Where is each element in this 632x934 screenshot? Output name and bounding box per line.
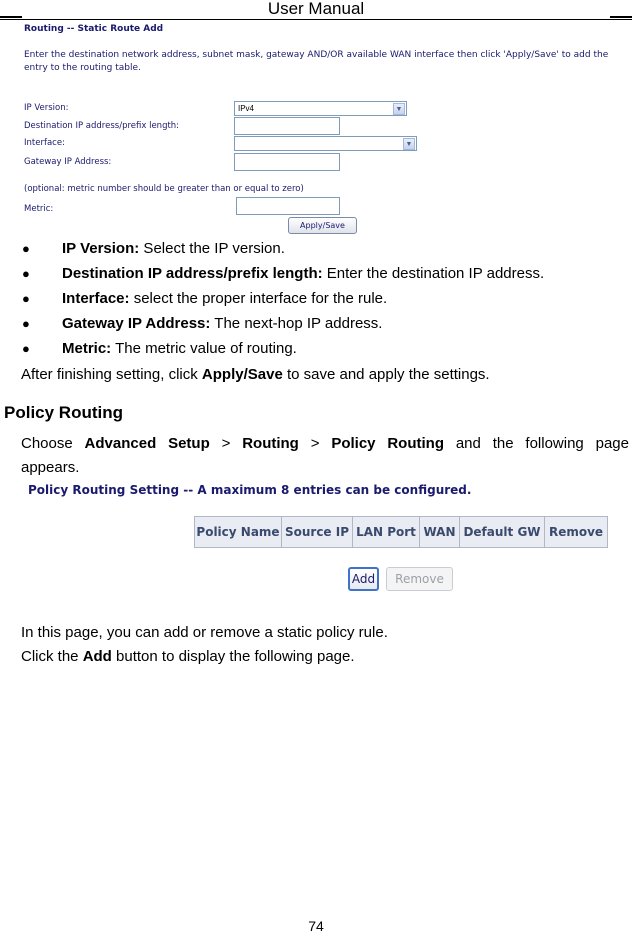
bullet-term: IP Version: [62,240,140,257]
interface-select[interactable] [234,136,417,151]
section-title: Policy Routing [4,403,123,422]
header-rule-right [610,16,632,18]
column-header: Default GW [460,517,545,547]
text-run: > [298,435,332,452]
page-number: 74 [308,918,324,934]
ip-version-label: IP Version: [24,103,69,113]
static-route-description: Enter the destination network address, subnet mask, gateway AND/OR available WAN interface then click 'Apply/Save' to add the entry to the routing table. [24,50,609,73]
ip-version-value: IPv4 [238,104,255,113]
bullet-text: select the proper interface for the rule. [129,290,388,307]
apply-save-button[interactable]: Apply/Save [288,217,357,234]
remove-paragraph: In this page, you can add or remove a static policy rule. [21,624,388,641]
menu-step: Advanced Setup [84,435,210,452]
bullet-text: The metric value of routing. [111,340,297,357]
text-run: button to display the following page. [111,648,355,665]
column-header: Policy Name [195,517,282,547]
bullet-text: The next-hop IP address. [210,315,383,332]
bullet-icon: ● [22,316,30,331]
ip-version-select[interactable] [234,101,407,116]
remove-button[interactable]: Remove [386,567,453,591]
column-header: WAN [420,517,460,547]
column-header: Remove [545,517,607,547]
header-rule [0,19,632,20]
add-button[interactable]: Add [348,567,379,591]
bullet-term: Metric: [62,340,112,357]
policy-routing-title: Policy Routing Setting -- A maximum 8 entries can be configured. [28,483,472,497]
static-route-title: Routing -- Static Route Add [24,24,164,34]
bullet-destination [22,265,544,283]
gateway-input[interactable] [234,153,340,171]
menu-step: Policy Routing [331,435,444,452]
header-rule-left [0,16,22,18]
bullet-text: Select the IP version. [139,240,285,257]
bullet-icon: ● [22,291,30,306]
policy-table-header [194,516,608,548]
after-setting-paragraph [21,366,490,384]
bullet-term: Gateway IP Address: [62,315,211,332]
destination-label: Destination IP address/prefix length: [24,121,180,131]
apply-save-term: Apply/Save [201,366,283,383]
add-term: Add [82,648,112,665]
bullet-icon: ● [22,266,30,281]
column-header: LAN Port [353,517,420,547]
menu-step: Routing [242,435,299,452]
bullet-ip-version [22,240,285,258]
bullet-interface [22,290,387,308]
choose-paragraph [21,430,629,457]
metric-note: (optional: metric number should be greater than or equal to zero) [24,184,304,194]
metric-label: Metric: [24,204,54,214]
gateway-label: Gateway IP Address: [24,157,112,167]
destination-input[interactable] [234,117,340,135]
chevron-down-icon: ▼ [403,138,415,150]
bullet-icon: ● [22,341,30,356]
bullet-term: Interface: [62,290,130,307]
page-header-title: User Manual [267,0,365,18]
metric-input[interactable] [236,197,340,215]
click-add-paragraph [21,648,355,666]
text-run: and the following page [444,435,629,452]
text-run: to save and apply the settings. [282,366,490,383]
bullet-icon: ● [22,241,30,256]
bullet-gateway [22,315,382,333]
interface-label: Interface: [24,138,65,148]
text-run: Choose [21,435,85,452]
column-header: Source IP [282,517,353,547]
text-run: After finishing setting, click [21,366,202,383]
chevron-down-icon: ▼ [393,103,405,115]
text-run: Click the [21,648,83,665]
choose-paragraph-line2: appears. [21,459,80,476]
bullet-text: Enter the destination IP address. [322,265,545,282]
text-run: > [209,435,243,452]
bullet-term: Destination IP address/prefix length: [62,265,323,282]
bullet-metric [22,340,297,358]
